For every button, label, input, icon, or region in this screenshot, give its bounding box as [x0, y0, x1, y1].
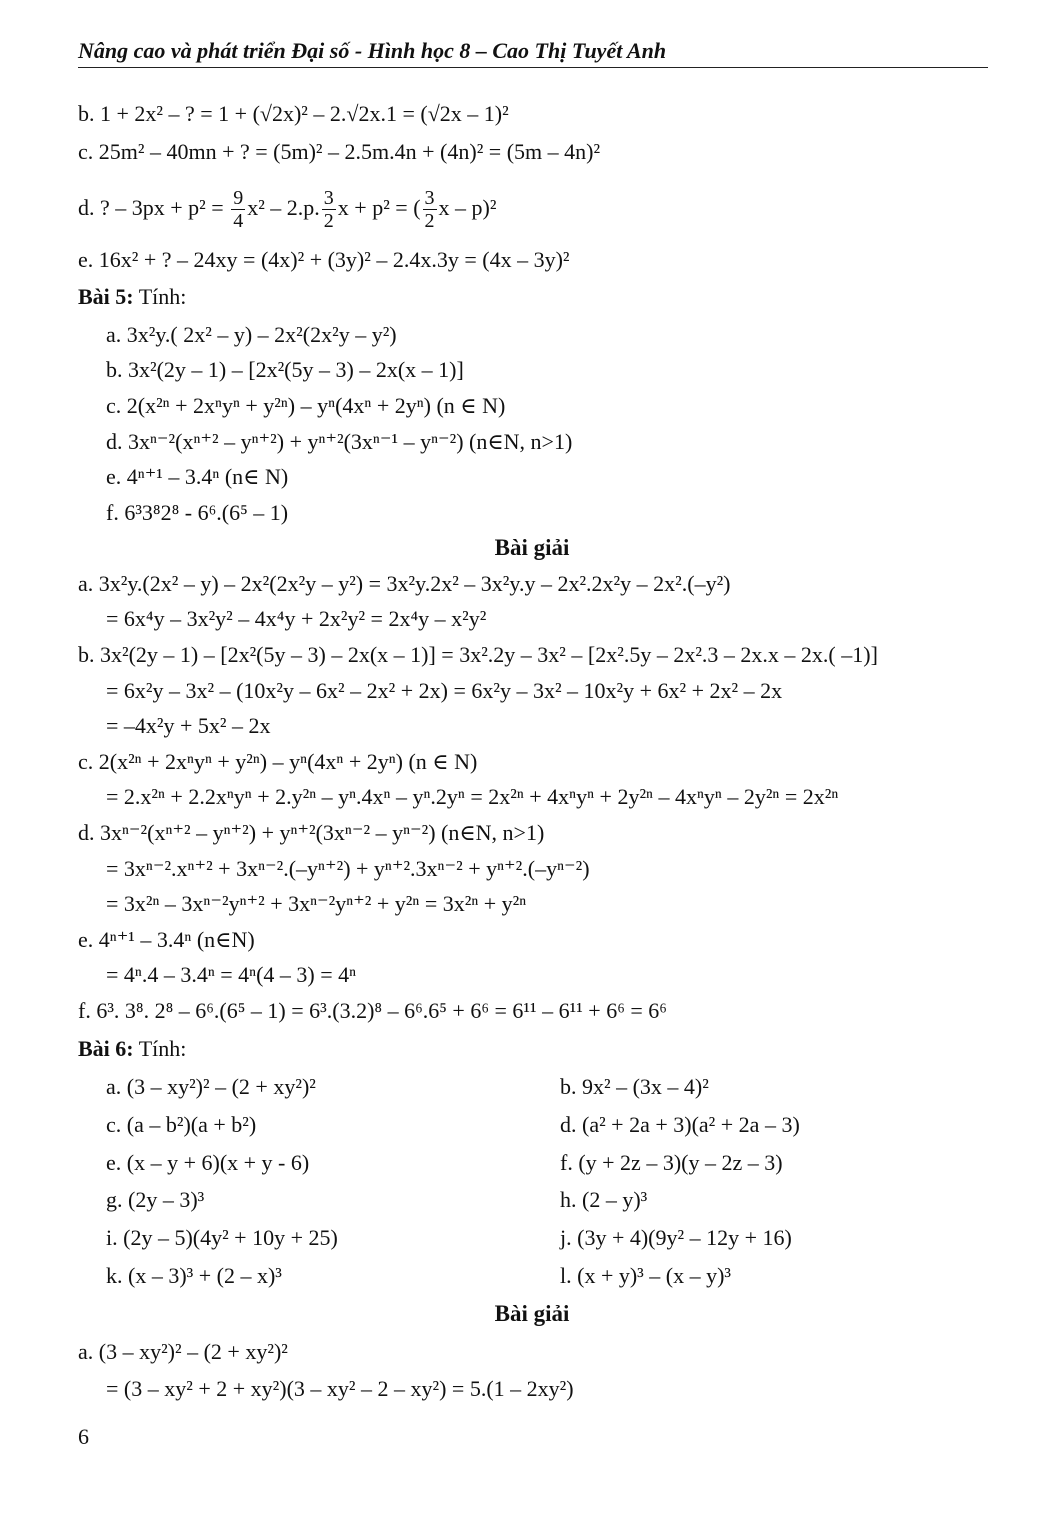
- top-item-b: b. 1 + 2x² – ? = 1 + (√2x)² – 2.√2x.1 = (√2x – 1)²: [78, 101, 509, 126]
- fraction-3-2-b: [423, 187, 437, 232]
- fraction-numerator: 3: [323, 187, 334, 210]
- sol5-line-8: d. 3xⁿ⁻²(xⁿ⁺² – yⁿ⁺²) + yⁿ⁺²(3xⁿ⁻² – yⁿ⁻²) (n∈N, n>1): [78, 820, 545, 845]
- bai5-solution-title: Bài giải: [494, 535, 570, 560]
- top-item-d: [78, 178, 496, 238]
- bai5-item-a: a. 3x²y.( 2x² – y) – 2x²(2x²y – y²): [106, 322, 397, 347]
- bai5-item-f: f. 6³3⁸2⁸ - 6⁶.(6⁵ – 1): [106, 500, 289, 525]
- sol5-line-12: = 4ⁿ.4 – 3.4ⁿ = 4ⁿ(4 – 3) = 4ⁿ: [106, 962, 357, 987]
- item-d-mid2: x + p² = (: [337, 195, 421, 220]
- bai5-item-c: c. 2(x²ⁿ + 2xⁿyⁿ + y²ⁿ) – yⁿ(4xⁿ + 2yⁿ) (n ∈ N): [106, 393, 506, 418]
- sol5-line-9: = 3xⁿ⁻².xⁿ⁺² + 3xⁿ⁻².(–yⁿ⁺²) + yⁿ⁺².3xⁿ⁻² + yⁿ⁺².(–yⁿ⁻²): [106, 856, 590, 881]
- bai6-item-f: f. (y + 2z – 3)(y – 2z – 3): [560, 1150, 783, 1175]
- top-item-c: c. 25m² – 40mn + ? = (5m)² – 2.5m.4n + (4n)² = (5m – 4n)²: [78, 139, 601, 164]
- fraction-numerator: 9: [233, 187, 244, 210]
- sol5-line-10: = 3x²ⁿ – 3xⁿ⁻²yⁿ⁺² + 3xⁿ⁻²yⁿ⁺² + y²ⁿ = 3x²ⁿ + y²ⁿ: [106, 891, 527, 916]
- bai5-item-d: d. 3xⁿ⁻²(xⁿ⁺² – yⁿ⁺²) + yⁿ⁺²(3xⁿ⁻¹ – yⁿ⁻²) (n∈N, n>1): [106, 429, 573, 454]
- sol5-line-5: = –4x²y + 5x² – 2x: [106, 713, 271, 738]
- sol5-line-7: = 2.x²ⁿ + 2.2xⁿyⁿ + 2.y²ⁿ – yⁿ.4xⁿ – yⁿ.2yⁿ = 2x²ⁿ + 4xⁿyⁿ + 2y²ⁿ – 4xⁿyⁿ – 2y²ⁿ = 2x²ⁿ: [106, 784, 839, 809]
- fraction-denominator: 2: [323, 210, 334, 233]
- bai6-item-l: l. (x + y)³ – (x – y)³: [560, 1263, 732, 1288]
- bai6-item-d: d. (a² + 2a + 3)(a² + 2a – 3): [560, 1112, 800, 1137]
- bai5-item-b: b. 3x²(2y – 1) – [2x²(5y – 3) – 2x(x – 1)]: [106, 357, 464, 382]
- bai6-item-e: e. (x – y + 6)(x + y - 6): [106, 1150, 310, 1175]
- sol5-line-6: c. 2(x²ⁿ + 2xⁿyⁿ + y²ⁿ) – yⁿ(4xⁿ + 2yⁿ) (n ∈ N): [78, 749, 478, 774]
- sol5-line-1: a. 3x²y.(2x² – y) – 2x²(2x²y – y²) = 3x²y.2x² – 3x²y.y – 2x².2x²y – 2x².(–y²): [78, 571, 731, 596]
- bai5-heading: [78, 283, 186, 311]
- item-d-mid: x² – 2.p.: [247, 195, 320, 220]
- sol5-line-11: e. 4ⁿ⁺¹ – 3.4ⁿ (n∈N): [78, 927, 255, 952]
- bai6-item-h: h. (2 – y)³: [560, 1187, 648, 1212]
- bai6-item-k: k. (x – 3)³ + (2 – x)³: [106, 1263, 282, 1288]
- sol5-line-13: f. 6³. 3⁸. 2⁸ – 6⁶.(6⁵ – 1) = 6³.(3.2)⁸ – 6⁶.6⁵ + 6⁶ = 6¹¹ – 6¹¹ + 6⁶ = 6⁶: [78, 998, 667, 1023]
- sol6-line-2: = (3 – xy² + 2 + xy²)(3 – xy² – 2 – xy²) = 5.(1 – 2xy²): [106, 1376, 574, 1401]
- page-header: Nâng cao và phát triển Đại số - Hình học 8 – Cao Thị Tuyết Anh: [78, 38, 988, 68]
- bai6-item-i: i. (2y – 5)(4y² + 10y + 25): [106, 1225, 338, 1250]
- sol5-line-2: = 6x⁴y – 3x²y² – 4x⁴y + 2x²y² = 2x⁴y – x²y²: [106, 606, 487, 631]
- sol5-line-4: = 6x²y – 3x² – (10x²y – 6x² – 2x² + 2x) = 6x²y – 3x² – 10x²y + 6x² + 2x² – 2x: [106, 678, 783, 703]
- bai6-item-j: j. (3y + 4)(9y² – 12y + 16): [560, 1225, 792, 1250]
- item-d-suffix: x – p)²: [438, 195, 497, 220]
- bai6-item-a: a. (3 – xy²)² – (2 + xy²)²: [106, 1074, 316, 1099]
- bai6-item-g: g. (2y – 3)³: [106, 1187, 205, 1212]
- item-d-prefix: d. ? – 3px + p² =: [78, 195, 230, 220]
- fraction-denominator: 2: [424, 210, 435, 233]
- bai6-solution-title: Bài giải: [494, 1301, 570, 1326]
- page-number: 6: [78, 1424, 89, 1449]
- bai6-heading: [78, 1035, 186, 1063]
- bai6-item-c: c. (a – b²)(a + b²): [106, 1112, 257, 1137]
- fraction-9-4: [231, 187, 245, 232]
- fraction-numerator: 3: [424, 187, 435, 210]
- top-item-e: e. 16x² + ? – 24xy = (4x)² + (3y)² – 2.4x.3y = (4x – 3y)²: [78, 247, 570, 272]
- bai6-title: Bài 6:: [78, 1036, 134, 1061]
- bai5-label: Tính:: [133, 284, 187, 309]
- bai6-item-b: b. 9x² – (3x – 4)²: [560, 1074, 709, 1099]
- fraction-denominator: 4: [233, 210, 244, 233]
- sol6-line-1: a. (3 – xy²)² – (2 + xy²)²: [78, 1339, 288, 1364]
- sol5-line-3: b. 3x²(2y – 1) – [2x²(5y – 3) – 2x(x – 1)] = 3x².2y – 3x² – [2x².5y – 2x².3 – 2x.x – 2x.( –1)]: [78, 642, 878, 667]
- bai5-item-e: e. 4ⁿ⁺¹ – 3.4ⁿ (n∈ N): [106, 464, 289, 489]
- fraction-3-2: [322, 187, 336, 232]
- bai6-label: Tính:: [133, 1036, 187, 1061]
- bai5-title: Bài 5:: [78, 284, 134, 309]
